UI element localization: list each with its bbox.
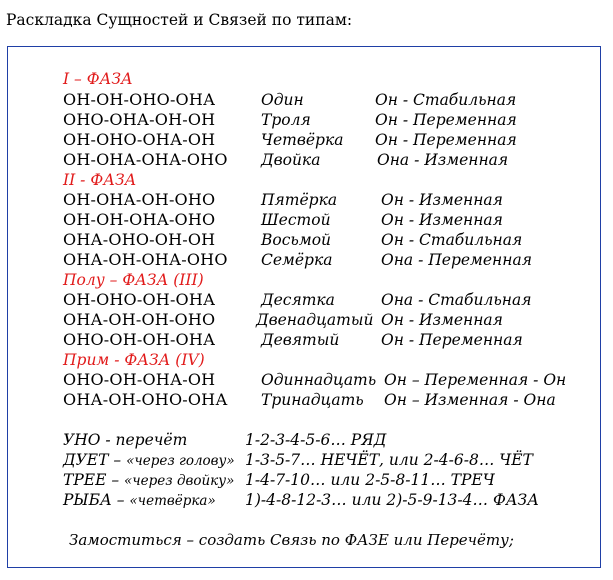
row-name: Десятка xyxy=(261,291,335,309)
table-row xyxy=(0,310,613,330)
row-code: ОН-ОНА-ОН-ОНО xyxy=(63,190,216,209)
phase-heading xyxy=(0,69,613,89)
row-desc: Она - Изменная xyxy=(377,151,509,169)
row-code: ОН-ОН-ОНА-ОНО xyxy=(63,210,216,229)
page-heading: Раскладка Сущностей и Связей по типам: xyxy=(6,11,353,29)
row-desc: Он – Переменная - Он xyxy=(384,371,567,389)
legend-row xyxy=(0,450,613,470)
phase-label: Прим - ФАЗА (IV) xyxy=(63,351,205,369)
phase-heading xyxy=(0,350,613,370)
phase-label: II - ФАЗА xyxy=(63,171,137,189)
row-desc: Он - Стабильная xyxy=(381,231,523,249)
footer-note xyxy=(0,530,613,550)
legend-label-sub: «через двойку» xyxy=(124,473,235,489)
legend-label: УНО - перечёт xyxy=(63,431,188,449)
row-desc: Он - Переменная xyxy=(375,131,517,149)
table-row xyxy=(0,210,613,230)
row-code: ОНА-ОНО-ОН-ОН xyxy=(63,230,216,249)
row-desc: Она - Переменная xyxy=(381,251,532,269)
row-desc: Он – Изменная - Она xyxy=(384,391,556,409)
row-desc: Он - Изменная xyxy=(381,191,503,209)
row-code: ОН-ОНО-ОНА-ОН xyxy=(63,130,216,149)
phase-heading xyxy=(0,170,613,190)
row-desc: Он - Стабильная xyxy=(375,91,517,109)
row-name: Троля xyxy=(261,111,311,129)
row-code: ОН-ОНО-ОН-ОНА xyxy=(63,290,216,309)
row-code: ОНО-ОНА-ОН-ОН xyxy=(63,110,216,129)
legend-row xyxy=(0,470,613,490)
note-text: Замоститься – создать Связь по ФАЗЕ или Перечёту; xyxy=(69,531,514,549)
table-row xyxy=(0,250,613,270)
row-name: Восьмой xyxy=(261,231,332,249)
table-row xyxy=(0,150,613,170)
phase-heading xyxy=(0,270,613,290)
row-code: ОНО-ОН-ОНА-ОН xyxy=(63,370,216,389)
row-desc: Он - Переменная xyxy=(375,111,517,129)
table-row xyxy=(0,230,613,250)
row-name: Девятый xyxy=(261,331,340,349)
row-code: ОНА-ОН-ОНА-ОНО xyxy=(63,250,228,269)
table-row xyxy=(0,110,613,130)
row-desc: Он - Изменная xyxy=(381,311,503,329)
legend-row xyxy=(0,490,613,510)
legend-label: РЫБА – «четвёрка» xyxy=(63,491,216,509)
row-name: Одиннадцать xyxy=(261,371,377,389)
row-desc: Он - Переменная xyxy=(381,331,523,349)
legend-label-sub: «четвёрка» xyxy=(129,493,216,509)
row-code: ОН-ОН-ОНО-ОНА xyxy=(63,90,216,109)
row-name: Четвёрка xyxy=(261,131,344,149)
row-name: Семёрка xyxy=(261,251,333,269)
legend-sequence: 1-3-5-7… НЕЧЁТ, или 2-4-6-8… ЧЁТ xyxy=(245,451,533,469)
row-name: Двойка xyxy=(261,151,321,169)
row-code: ОНА-ОН-ОНО-ОНА xyxy=(63,390,228,409)
legend-label: ДУЕТ – «через голову» xyxy=(63,451,235,469)
table-row xyxy=(0,130,613,150)
legend-row xyxy=(0,430,613,450)
table-row xyxy=(0,390,613,410)
row-name: Один xyxy=(261,91,304,109)
legend-sequence: 1-4-7-10… или 2-5-8-11… ТРЕЧ xyxy=(245,471,495,489)
table-row xyxy=(0,90,613,110)
legend-label-sub: «через голову» xyxy=(126,453,235,469)
phase-label: I – ФАЗА xyxy=(63,70,133,88)
legend-label: ТРЕЕ – «через двойку» xyxy=(63,471,235,489)
row-name: Двенадцатый xyxy=(256,311,374,329)
row-name: Пятёрка xyxy=(261,191,338,209)
table-row xyxy=(0,370,613,390)
legend-sequence: 1)-4-8-12-3… или 2)-5-9-13-4… ФАЗА xyxy=(245,491,539,509)
legend-sequence: 1-2-3-4-5-6… РЯД xyxy=(245,431,387,449)
row-name: Тринадцать xyxy=(261,391,364,409)
table-row xyxy=(0,330,613,350)
table-row xyxy=(0,190,613,210)
row-code: ОНА-ОН-ОН-ОНО xyxy=(63,310,216,329)
row-code: ОН-ОНА-ОНА-ОНО xyxy=(63,150,228,169)
row-desc: Он - Изменная xyxy=(381,211,503,229)
table-row xyxy=(0,290,613,310)
row-desc: Она - Стабильная xyxy=(381,291,532,309)
row-code: ОНО-ОН-ОН-ОНА xyxy=(63,330,216,349)
row-name: Шестой xyxy=(261,211,331,229)
phase-label: Полу – ФАЗА (III) xyxy=(63,271,204,289)
